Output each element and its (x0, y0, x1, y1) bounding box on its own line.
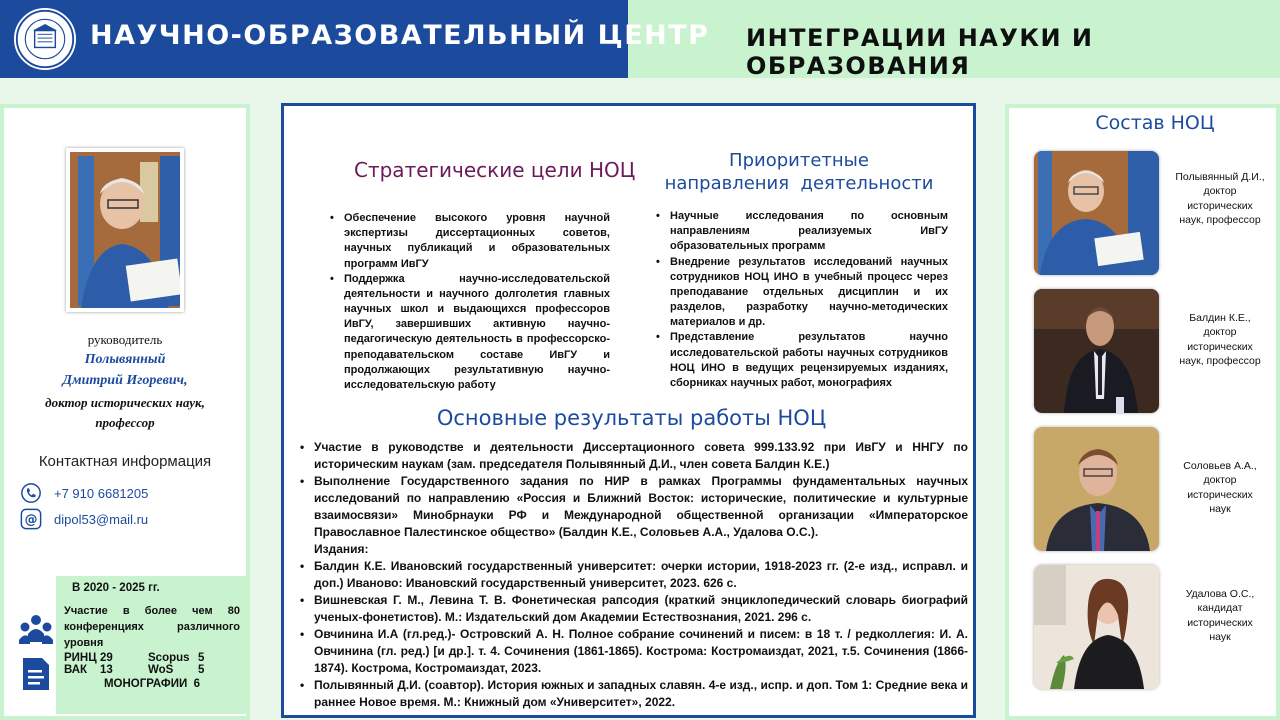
leader-photo (66, 148, 184, 312)
list-item: • Выполнение Государственного задания по НИР в рамках Программы фундаментальных научных исследований по направлению «Россия и Ближний Восток: исторические, политические и культурные взаимосвязи» Минобрнауки РФ и Международной общественной организации «Императорское Православное Палестинское общество» (Балдин К.Е., Соловьев А.А., Удалова О.С.). (300, 473, 968, 541)
phone-number[interactable]: +7 910 6681205 (54, 485, 149, 501)
leader-name: Дмитрий Игоревич, (62, 373, 188, 388)
wos-value: 5 (198, 663, 205, 676)
member-caption-baldin (1170, 311, 1270, 369)
list-item: • Научные исследования по основным направлениям реализуемых ИвГУ образовательных программ (656, 209, 948, 255)
member-field: исторических (1187, 340, 1253, 353)
leader-surname: Полывянный (84, 352, 166, 367)
vak-label: ВАК (64, 663, 88, 676)
priority-heading-line2: направления деятельности (664, 172, 934, 194)
member-name: Балдин К.Е., (1189, 312, 1251, 324)
priority-list (656, 209, 948, 391)
list-item: • Полывянный Д.И. (соавтор). История южных и западных славян. 4-е изд., испр. и доп. Том 1: Средние века и раннее Новое время. М.: Книжный дом «Университет», 2022. (300, 677, 968, 711)
list-item: • Вишневская Г. М., Левина Т. В. Фонетическая рапсодия (краткий энциклопедический словарь биографий ученых-фонетистов). М.: Издательский дом Академии Естествознания, 2021. 296 с. (300, 592, 968, 626)
member-field: исторических (1187, 199, 1253, 212)
member-photo-solovyev (1034, 427, 1159, 551)
strategic-list (330, 211, 610, 393)
wos-label: WoS (148, 663, 174, 676)
member-title: наук (1209, 503, 1231, 516)
document-icon (18, 656, 54, 692)
people-group-icon (18, 612, 54, 648)
svg-text:@: @ (24, 512, 38, 528)
scopus-value: 5 (198, 651, 205, 664)
member-field: исторических (1187, 488, 1253, 501)
contacts-heading: Контактная информация (38, 453, 212, 470)
list-subheading: Издания: (314, 542, 369, 557)
member-name: Соловьев А.А., (1183, 460, 1257, 472)
stats-conferences: Участие в более чем 80 конференциях различного уровня (64, 605, 240, 649)
vak-value: 13 (100, 663, 113, 676)
results-heading: Основные результаты работы НОЦ (436, 406, 827, 430)
phone-icon (20, 482, 42, 504)
leader-title: профессор (95, 415, 155, 430)
member-name: Полывянный Д.И., (1175, 171, 1265, 183)
email-address[interactable]: dipol53@mail.ru (54, 511, 149, 527)
results-list (300, 439, 968, 712)
list-item: • Внедрение результатов исследований научных сотрудников НОЦ ИНО в учебный процесс через преподавание отдельных дисциплин и их разделов, разработку научно-методических материалов и др. (656, 255, 948, 331)
rinc-value: 29 (100, 651, 113, 664)
member-degree: доктор (1203, 474, 1237, 487)
main-content (281, 103, 976, 718)
stats-row-vak (64, 664, 240, 676)
list-item: • Обеспечение высокого уровня научной экспертизы диссертационных советов, научных публикаций и образовательных программ ИвГУ (330, 211, 610, 272)
at-sign-icon (20, 508, 42, 530)
scopus-label: Scopus (148, 651, 190, 664)
stats-box (56, 576, 248, 714)
leader-role: руководитель (87, 332, 163, 347)
strategic-heading: Стратегические цели НОЦ (354, 158, 636, 182)
center-title: НАУЧНО-ОБРАЗОВАТЕЛЬНЫЙ ЦЕНТР (90, 20, 710, 51)
stats-row-rinc (64, 652, 240, 664)
member-caption-solovyev (1170, 459, 1270, 517)
stats-period: В 2020 - 2025 гг. (72, 582, 160, 594)
stats-monographs: МОНОГРАФИИ 6 (103, 677, 201, 690)
member-name: Удалова О.С., (1185, 588, 1255, 600)
member-caption-polyvyanny (1170, 170, 1270, 228)
member-title: наук, профессор (1179, 355, 1261, 368)
priority-heading-line1: Приоритетные (729, 150, 869, 171)
list-item: • Овчинина И.А (гл.ред.)- Островский А. Н. Полное собрание сочинений и писем: в 18 т. / редколлегия: И. А. Овчинина (гл. ред.) [и др.]. т. 4. Сочинения (1861-1865). Кострома: Костромаиздат, 2021, т.5. Сочинения (1866-1874). Кострома, Костромаиздат, 2023. (300, 626, 968, 677)
members-heading: Состав НОЦ (1095, 112, 1215, 134)
member-photo-baldin (1034, 289, 1159, 413)
contact-phone[interactable] (20, 482, 148, 504)
list-item: • Участие в руководстве и деятельности Диссертационного совета 999.133.92 при ИвГУ и ННГУ по историческим наукам (зам. председателя Полывянный Д.И., член совета Балдин К.Е.) (300, 439, 968, 473)
member-degree: доктор (1203, 185, 1237, 198)
leader-degree: доктор исторических наук, (45, 395, 205, 410)
member-field: исторических (1187, 616, 1253, 629)
member-caption-udalova (1170, 587, 1270, 645)
list-item: • Представление результатов научно исследовательской работы научных сотрудников НОЦ ИНО в ведущих рецензируемых изданиях, сборниках научных работ, монографиях (656, 330, 948, 391)
member-title: наук, профессор (1179, 214, 1261, 227)
list-item: • Поддержка научно-исследовательской деятельности и научного долголетия главных научных школ и выдающихся профессоров ИвГУ, завершивших активную научно-педагогическую деятельность в профессорско-преподавательском составе ИвГУ и продолжающих результативную научно-исследовательскую работу (330, 272, 610, 393)
priority-heading (664, 150, 934, 195)
member-degree: кандидат (1197, 602, 1243, 615)
member-degree: доктор (1203, 326, 1237, 339)
contact-email[interactable] (20, 508, 148, 530)
university-seal-icon (12, 6, 78, 72)
list-item: • Балдин К.Е. Ивановский государственный университет: очерки истории, 1918-2023 гг. (2-е изд., исправл. и доп.) Иваново: Ивановский государственный университет, 2023. 626 с. (300, 558, 968, 592)
member-photo-udalova (1034, 565, 1159, 689)
member-photo-polyvyanny (1034, 151, 1159, 275)
member-title: наук (1209, 631, 1231, 644)
rinc-label: РИНЦ (64, 651, 97, 664)
center-subtitle: ИНТЕГРАЦИИ НАУКИ И ОБРАЗОВАНИЯ (746, 24, 1094, 80)
